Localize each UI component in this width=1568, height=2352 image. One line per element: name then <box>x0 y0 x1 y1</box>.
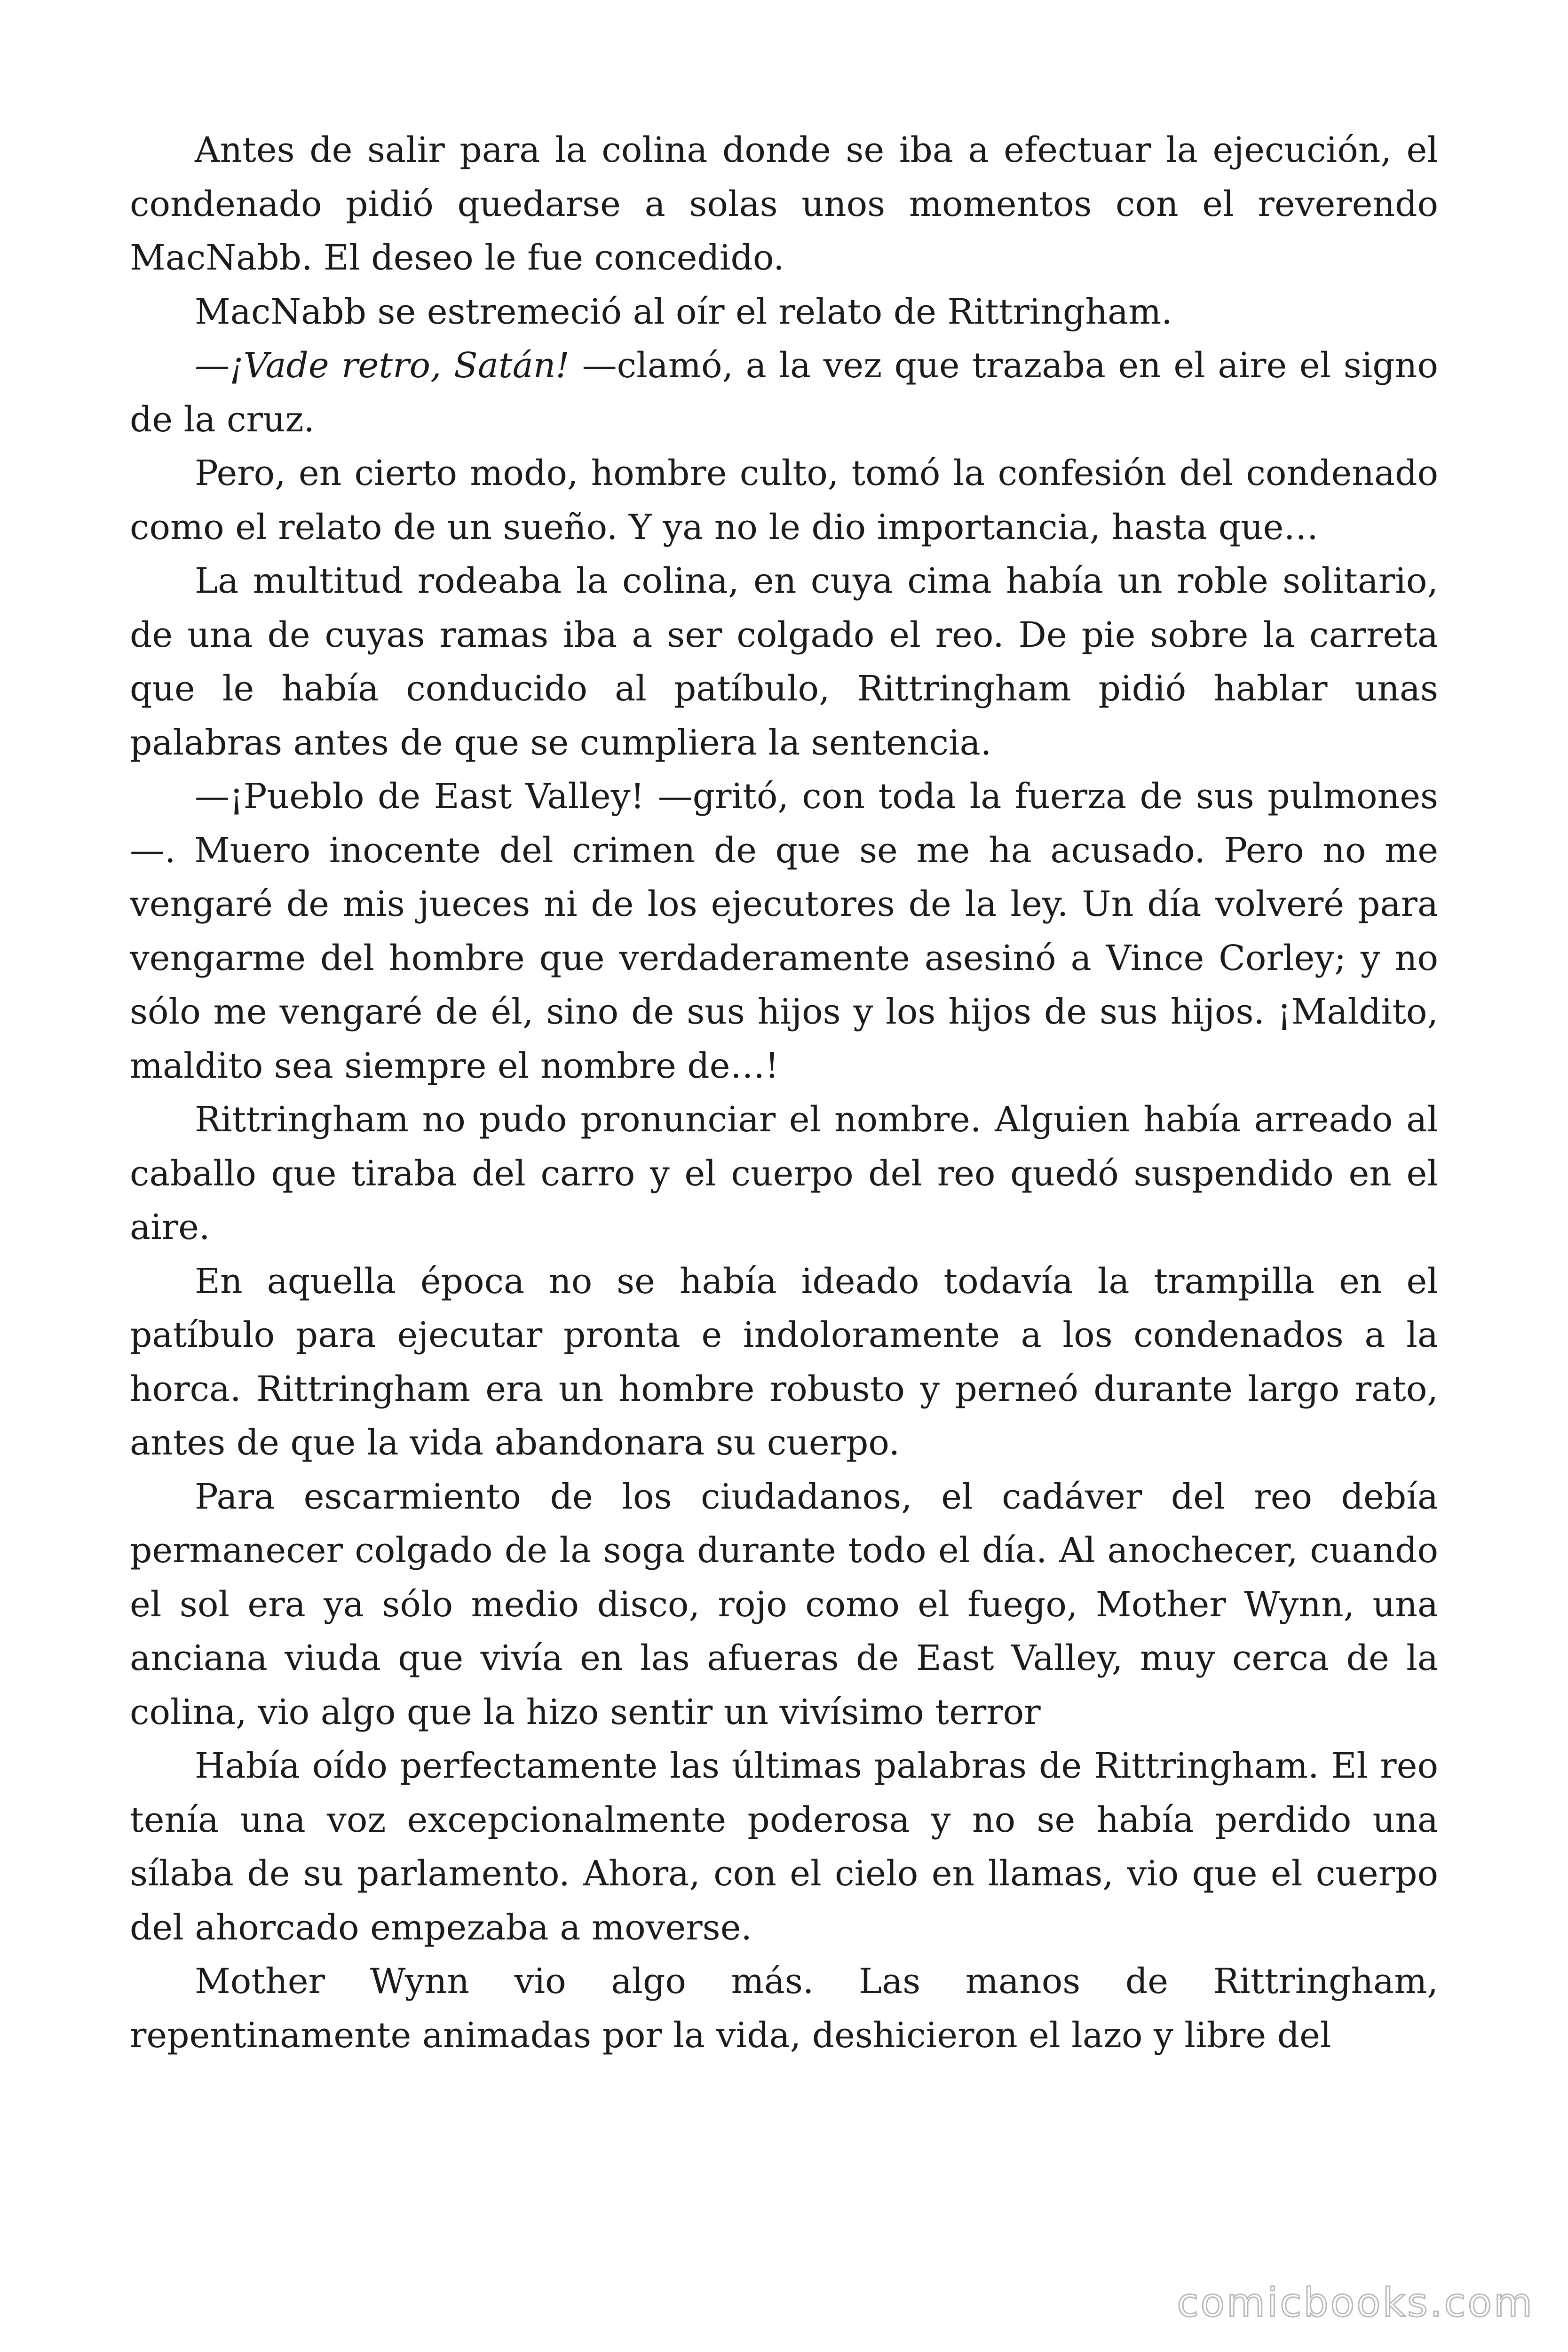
paragraph: Antes de salir para la colina donde se iba a efectuar la ejecución, el condenado pidió quedarse a solas unos momentos con el reverendo MacNabb. El deseo le fue concedido. <box>130 130 1438 278</box>
italic-exclamation: —¡Vade retro, Satán! <box>195 345 570 386</box>
paragraph: Para escarmiento de los ciudadanos, el cadáver del reo debía permanecer colgado de la soga durante todo el día. Al anochecer, cuando el sol era ya sólo medio disco, rojo como el fuego, Mother Wynn, una anciana viuda que vivía en las afueras de East Valley, muy cerca de la colina, vio algo que la hizo sentir un vivísimo terror <box>130 1476 1438 1732</box>
paragraph: En aquella época no se había ideado todavía la trampilla en el patíbulo para ejecutar pronta e indoloramente a los condenados a la horca. Rittringham era un hombre robusto y perneó durante largo rato, antes de que la vida abandonara su cuerpo. <box>130 1261 1438 1463</box>
page-text <box>130 123 1438 2062</box>
paragraph-text: —clamó, a la vez que trazaba en el aire el signo de la cruz. <box>130 345 1438 440</box>
paragraph: La multitud rodeaba la colina, en cuya cima había un roble solitario, de una de cuyas ramas iba a ser colgado el reo. De pie sobre la carreta que le había conducido al patíbulo, Rittringham pidió hablar unas palabras antes de que se cumpliera la sentencia. <box>130 561 1438 763</box>
paragraph: Rittringham no pudo pronunciar el nombre. Alguien había arreado al caballo que tiraba del carro y el cuerpo del reo quedó suspendido en el aire. <box>130 1099 1438 1248</box>
paragraph: Había oído perfectamente las últimas palabras de Rittringham. El reo tenía una voz excepcionalmente poderosa y no se había perdido una sílaba de su parlamento. Ahora, con el cielo en llamas, vio que el cuerpo del ahorcado empezaba a moverse. <box>130 1746 1438 1948</box>
paragraph: MacNabb se estremeció al oír el relato de Rittringham. <box>195 291 1172 332</box>
paragraph <box>130 339 1438 446</box>
paragraph: Mother Wynn vio algo más. Las manos de Rittringham, repentinamente animadas por la vida, deshicieron el lazo y libre del <box>130 1961 1438 2056</box>
paragraph: —¡Pueblo de East Valley! —gritó, con toda la fuerza de sus pulmones—. Muero inocente del crimen de que se me ha acusado. Pero no me vengaré de mis jueces ni de los ejecutores de la ley. Un día volveré para vengarme del hombre que verdaderamente asesinó a Vince Corley; y no sólo me vengaré de él, sino de sus hijos y los hijos de sus hijos. ¡Maldito, maldito sea siempre el nombre de…! <box>130 776 1438 1086</box>
paragraph: Pero, en cierto modo, hombre culto, tomó la confesión del condenado como el relato de un sueño. Y ya no le dio importancia, hasta que… <box>130 453 1438 548</box>
watermark: comicbooks.com <box>1177 2280 1534 2326</box>
